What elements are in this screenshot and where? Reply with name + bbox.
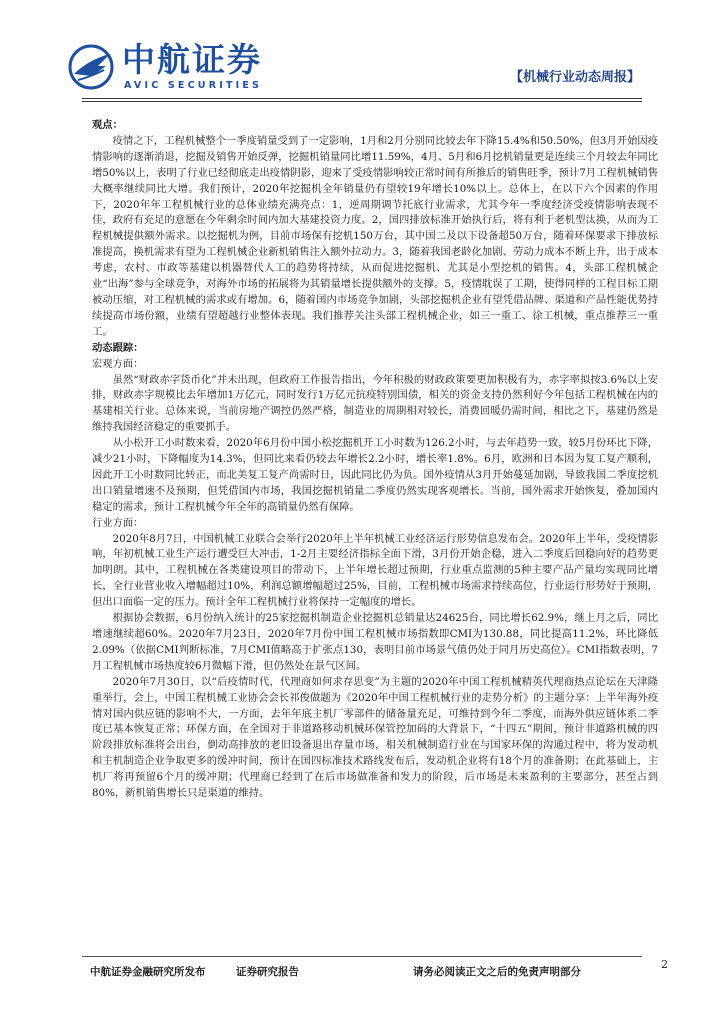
viewpoint-paragraph: 疫情之下，工程机械整个一季度销量受到了一定影响，1月和2月分别同比较去年下降15.4%和50.50%，但3月开始因疫情影响的逐渐消退，挖掘及销售开始反弹，挖掘机销量同比增11.59%，4月、5月和6月挖机销量更是连续三个月较去年同比增50%以上，表明了行业已经彻底走出疫情阴影，迎来了受疫情影响较正常时间有所推后的销售旺季，预计7月工程机械销售大概率继续同比大增。我们预计，2020年挖掘机全年销量仍有望较19年增长10%以上。总体上，在以下六个因素的作用下，2020年年工程机械行业的总体业绩充满亮点：1，逆周期调节托底行业需求，尤其今年一季度经济受疫情影响表现不佳，政府有充足的意愿在今年剩余时间内加大基建投资力度。2，国四排放标准开始执行后，将有利于老机型汰换，从而为工程机械提供额外需求。以挖掘机为例，目前市场保有挖机150万台，其中国二及以下设备超50万台，随着环保要求下排放标准提高，换机需求有望为工程机械企业新机销售注入额外拉动力。3，随着我国老龄化加剧、劳动力成本不断上升，出于成本考虑，农村、市政等基建以机器替代人工的趋势将持续，从而促进挖掘机、尤其是小型挖机的销售。4，头部工程机械企业“出海”参与全球竞争，对海外市场的拓展将为其销量增长提供额外的支撑。5，疫情耽误了工期，使得同样的工程目标工期被动压缩，对工程机械的需求或有增加。6，随着国内市场竞争加剧，头部挖掘机企业有望凭借品牌、渠道和产品性能优势持续提高市场份额，业绩有望超越行业整体表现。我们推荐关注头部工程机械企业，如三一重工、徐工机械，重点推荐三一重工。 bbox=[92, 134, 658, 338]
page-footer bbox=[0, 956, 724, 996]
industry-paragraph: 2020年7月30日，以“后疫情时代，代理商如何求存思变”为主题的2020年中国工程机械精英代理商热点论坛在天津隆重举行，会上，中国工程机械工业协会会长祁俊做题为《2020年中国工程机械行业的走势分析》的主题分享：上半年海外疫情对国内供应链的影响不大，一方面，去年年底主机厂零部件的储备量充足，可维持到今年二季度，而海外供应链体系二季度已基本恢复正常；环保方面，在全国对于非道路移动机械环保管控加码的大背景下，“十四五”期间，预计非道路机械的四阶段排放标准将会出台，倒动高排放的老旧设备退出存量市场，相关机械制造行业在与国家环保的沟通过程中，将为发动机和主机制造企业争取更多的缓冲时间，预计在国四标准技术路线发布后，发动机企业将有18个月的准备期；在此基础上，主机厂将再预留6个月的缓冲期；代理商已经到了在后市场做准备和发力的阶段，后市场是未来盈利的主要部分，甚至占到80%，新机销售增长只是渠道的维持。 bbox=[92, 675, 658, 800]
macro-paragraph: 从小松开工小时数来看，2020年6月份中国小松挖掘机开工小时数为126.2小时，与去年趋势一致，较5月份环比下降，减少21小时，下降幅度为14.3%，但同比来看仍较去年增长2.2小时，增长率1.8%。6月，欧洲和日本因为复工复产顺利，因此开工小时数同比转正，而北美复工复产尚需时日，因此同比仍为负。国外疫情从3月开始蔓延加剧，导致我国二季度挖机出口销量增速不及预期，但凭借国内市场，我国挖掘机销量二季度仍然实现客观增长。当前，国外需求开始恢复，叠加国内稳定的需求，预计工程机械今年全年的高销量仍然有保障。 bbox=[92, 437, 658, 513]
report-type-tag: 【机械行业动态周报】 bbox=[509, 70, 640, 85]
avic-logo-icon bbox=[68, 44, 114, 90]
tracking-heading: 动态跟踪： bbox=[92, 341, 144, 354]
header-divider bbox=[82, 101, 642, 102]
footer-disclaimer-note: 请务必阅读正文之后的免责声明部分 bbox=[413, 966, 581, 978]
page-number: 2 bbox=[661, 958, 668, 971]
industry-paragraph: 根据协会数据，6月份纳入统计的25家挖掘机制造企业挖掘机总销量达24625台，同比增长62.9%，继上月之后，同比增速继续超60%。2020年7月23日，2020年7月份中国工程机械市场指数即CMI为130.88，同比提高11.2%，环比降低2.09%（依据CMI判断标准，7月CMI值略高于扩张点130，表明目前市场景气值仍处于同月历史高位）。CMI指数表明，7月工程机械市场热度较6月微幅下滑，但仍然处在景气区间。 bbox=[92, 612, 658, 672]
footer-publisher: 中航证券金融研究所发布 bbox=[90, 966, 206, 978]
logo-wordmark-cn: 中航证券 bbox=[122, 40, 262, 79]
macro-paragraph: 虽然“财政赤字货币化”并未出现，但政府工作报告指出，今年积极的财政政策要更加积极有为，赤字率拟按3.6%以上安排，财政赤字规模比去年增加1万亿元，同时发行1万亿元抗疫特别国债，相关的资金支持仍然利好今年包括工程机械在内的基建相关行业。总体来说，当前房地产调控仍然严格，制造业的周期相对较长，消费回暖仍需时间，相比之下，基建仍然是维持我国经济稳定的重要抓手。 bbox=[92, 373, 658, 434]
viewpoint-heading: 观点： bbox=[92, 119, 123, 131]
footer-divider bbox=[82, 956, 642, 957]
header-divider bbox=[82, 98, 642, 99]
footer-report-type: 证券研究报告 bbox=[236, 966, 299, 978]
page-header bbox=[0, 0, 724, 110]
logo-wordmark-en: AVIC SECURITIES bbox=[124, 80, 263, 91]
industry-paragraph: 2020年8月7日，中国机械工业联合会举行2020年上半年机械工业经济运行形势信息发布会。2020年上半年，受疫情影响，年初机械工业生产运行遭受巨大冲击，1-2月主要经济指标全面下滑，3月份开始企稳，进入二季度后回稳向好的趋势更加明朗。其中，工程机械在各类建设项目的带动下，上半年增长超过预期，行业重点监测的5种主要产品产量均实现同比增长，全行业营业收入增幅超过10%，利润总额增幅超过25%，目前，工程机械市场需求持续高位，行业运行形势好于预期，但出口面临一定的压力。预计全年工程机械行业将保持一定幅度的增长。 bbox=[92, 532, 658, 609]
macro-subheading: 宏观方面： bbox=[92, 357, 144, 370]
report-body bbox=[92, 118, 658, 802]
industry-subheading: 行业方面： bbox=[92, 516, 144, 529]
